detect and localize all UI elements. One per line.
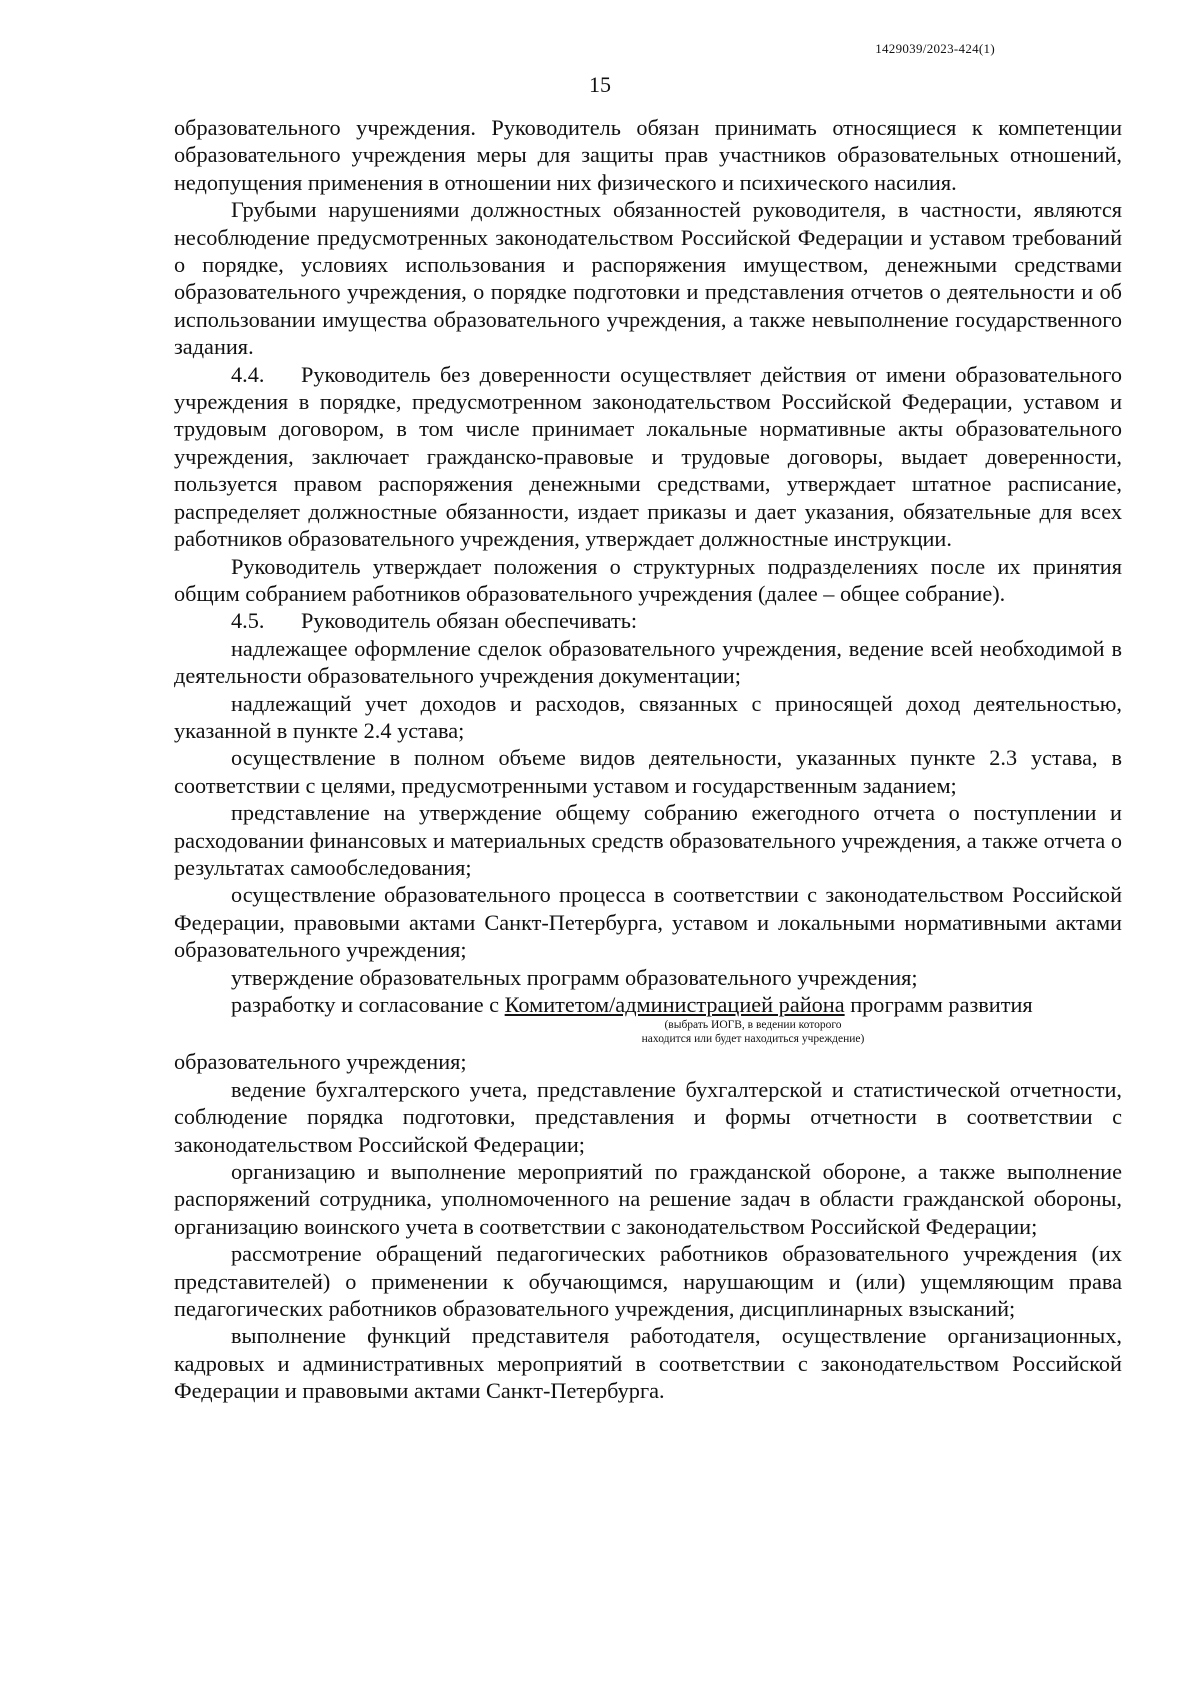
text-segment: программ развития xyxy=(844,992,1033,1017)
fill-in-field-authority: Комитетом/администрацией района xyxy=(504,992,845,1017)
numbered-paragraph-4-4 xyxy=(174,361,1122,553)
list-item: осуществление образовательного процесса в соответствии с законодательством Российской Федерации, правовыми актами Санкт-Петербурга, уставом и локальными нормативными актами образовательного учреждения; xyxy=(174,882,1122,963)
list-item: надлежащий учет доходов и расходов, связанных с приносящей доход деятельностью, указанной в пункте 2.4 устава; xyxy=(174,690,1122,743)
clause-number: 4.4. xyxy=(231,361,265,387)
list-item: организацию и выполнение мероприятий по гражданской обороне, а также выполнение распоряжений сотрудника, уполномоченного на решение задач в области гражданской обороны, организацию воинского учета в соответствии с законодательством Российской Федерации; xyxy=(174,1159,1122,1239)
text-segment: разработку и согласование с xyxy=(231,992,505,1017)
list-item: надлежащее оформление сделок образовательного учреждения, ведение всей необходимой в деятельности образовательного учреждения документации; xyxy=(174,635,1122,689)
list-item-continuation: образовательного учреждения; xyxy=(174,1049,467,1075)
clause-number: 4.5. xyxy=(231,608,265,634)
list-item: утверждение образовательных программ образовательного учреждения; xyxy=(231,964,918,990)
paragraph: Грубыми нарушениями должностных обязанностей руководителя, в частности, являются несоблюдение предусмотренных законодательством Российской Федерации и уставом требований о порядке, условиях использования и распоряжения имуществом, денежными средствами образовательного учреждения, о порядке подготовки и представления отчетов о деятельности и об использовании имущества образовательного учреждения, а также невыполнение государственного задания. xyxy=(174,197,1122,360)
clause-text: Руководитель обязан обеспечивать: xyxy=(301,608,638,634)
clause-text: Руководитель без доверенности осуществляет действия от имени образовательного учреждения в порядке, предусмотренном законодательством Российской Федерации, уставом и трудовым договором, в том числе принимает локальные нормативные акты образовательного учреждения, заключает гражданско-правовые и трудовые договоры, выдает доверенности, пользуется правом распоряжения денежными средствами, утверждает штатное расписание, распределяет должностные обязанности, издает приказы и дает указания, обязательные для всех работников образовательного учреждения, утверждает должностные инструкции. xyxy=(174,361,1122,552)
document-reference-number: 1429039/2023-424(1) xyxy=(875,41,995,56)
document-body xyxy=(174,114,1122,1405)
list-item: ведение бухгалтерского учета, представление бухгалтерской и статистической отчетности, соблюдение порядка подготовки, представления и формы отчетности в соответствии с законодательством Российской Федерации; xyxy=(174,1076,1122,1157)
page-number: 15 xyxy=(589,72,611,97)
paragraph: Руководитель утверждает положения о структурных подразделениях после их принятия общим собранием работников образовательного учреждения (далее – общее собрание). xyxy=(174,553,1122,606)
paragraph: образовательного учреждения. Руководитель обязан принимать относящиеся к компетенции образовательного учреждения меры для защиты прав участников образовательных отношений, недопущения применения в отношении них физического и психического насилия. xyxy=(174,115,1122,195)
list-item: выполнение функций представителя работодателя, осуществление организационных, кадровых и административных мероприятий в соответствии с законодательством Российской Федерации и правовыми актами Санкт-Петербурга. xyxy=(174,1323,1122,1404)
numbered-paragraph-4-5 xyxy=(174,607,1122,634)
list-item: представление на утверждение общему собранию ежегодного отчета о поступлении и расходовании финансовых и материальных средств образовательного учреждения, а также отчета о результатах самообследования; xyxy=(174,800,1122,880)
fill-in-hint xyxy=(174,1018,1122,1046)
list-item: рассмотрение обращений педагогических работников образовательного учреждения (их представителей) о применении к обучающимся, нарушающим и (или) ущемляющим права педагогических работников образовательного учреждения, дисциплинарных взысканий; xyxy=(174,1241,1122,1322)
fill-in-hint-line: находится или будет находиться учреждение) xyxy=(641,1033,865,1046)
list-item-development-programs xyxy=(174,991,1122,1018)
fill-in-hint-line: (выбрать ИОГВ, в ведении которого xyxy=(664,1019,842,1032)
list-item: осуществление в полном объеме видов деятельности, указанных пункте 2.3 устава, в соответствии с целями, предусмотренными уставом и государственным заданием; xyxy=(174,745,1122,798)
